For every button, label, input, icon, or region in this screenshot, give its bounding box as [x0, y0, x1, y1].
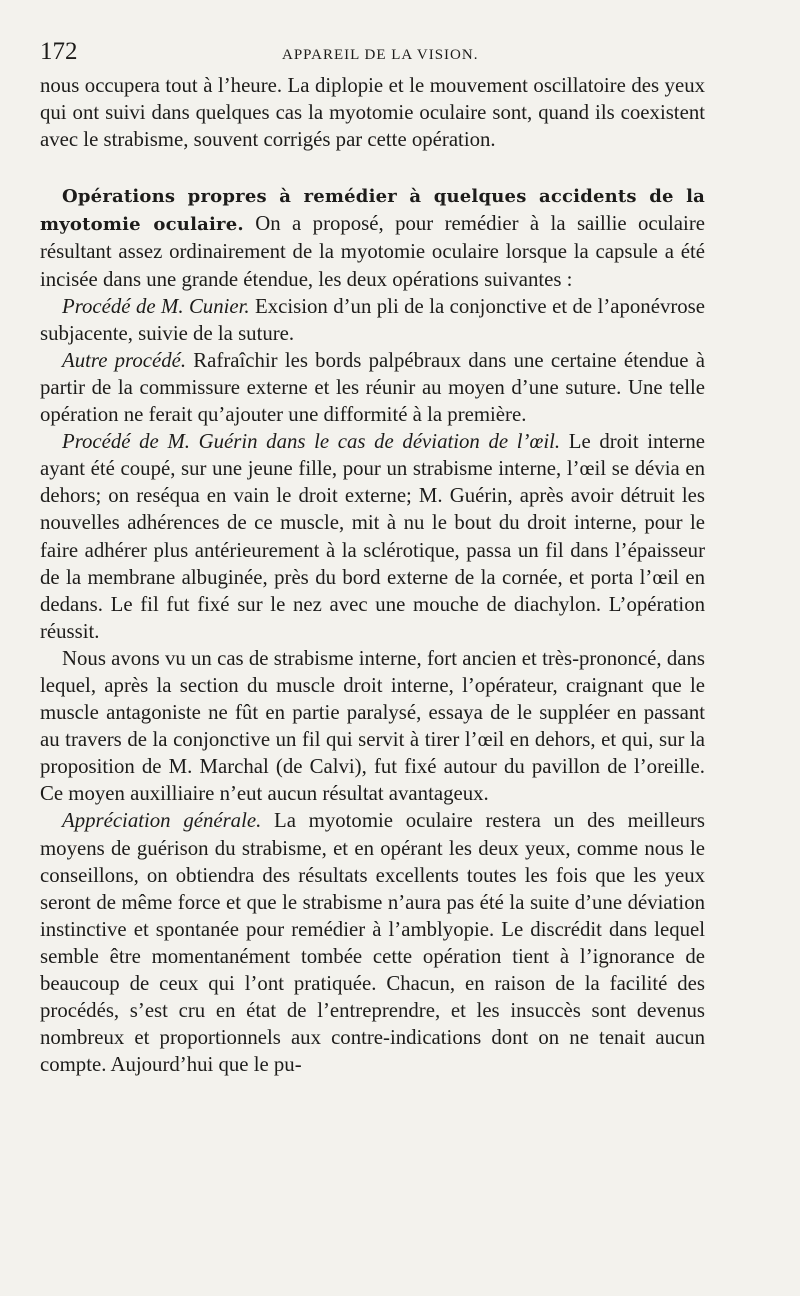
- section-gap: [40, 153, 705, 182]
- page-header: [40, 38, 705, 72]
- body-text: [40, 72, 705, 1078]
- paragraph-text: Excision d’un pli de la conjonctive et de l’aponévrose subjacente, suivie de la suture.: [40, 294, 705, 345]
- paragraph-continuation: nous occupera tout à l’heure. La diplopie et le mouvement oscillatoire des yeux qui ont suivi dans quelques cas la myotomie oculaire sont, quand ils coexistent avec le strabisme, souvent corrigés par cette opération.: [40, 74, 705, 152]
- paragraph-label: Procédé de M. Guérin dans le cas de déviation de l’œil.: [62, 430, 561, 454]
- paragraph-label: Autre procédé.: [62, 348, 187, 372]
- running-title: APPAREIL DE LA VISION.: [282, 47, 479, 63]
- paragraph-cunier: [40, 293, 705, 347]
- paragraph-text: Rafraîchir les bords palpébraux dans une certaine étendue à partir de la commissure externe et les réunir au moyen d’une suture. Une telle opération ne ferait qu’ajouter une difformité à la première.: [40, 348, 705, 427]
- paragraph-case: Nous avons vu un cas de strabisme interne, fort ancien et très-prononcé, dans lequel, après la section du muscle droit interne, l’opérateur, craignant que le muscle antagoniste ne fût en partie paralysé, essaya de le suppléer en passant au travers de la conjonctive un fil qui servit à tirer l’œil en dehors, et qui, sur la proposition de M. Marchal (de Calvi), fut fixé autour du pavillon de l’oreille. Ce moyen auxilliaire n’eut aucun résultat avantageux.: [40, 646, 705, 806]
- paragraph-label: Appréciation générale.: [62, 809, 262, 833]
- paragraph-guerin: [40, 428, 705, 645]
- page-number: 172: [40, 38, 78, 65]
- paragraph-text: Le droit interne ayant été coupé, sur une jeune fille, pour un strabisme interne, l’œil se dévia en dehors; on reséqua en vain le droit externe; M. Guérin, après avoir détruit les nouvelles adhérences de ce muscle, mit à nu le bout du droit interne, pour le faire adhérer plus antérieurement à la sclérotique, passa un fil dans l’épaisseur de la membrane albuginée, près du bord externe de la cornée, et porta l’œil en dedans. Le fil fut fixé sur le nez avec une mouche de diachylon. L’opération réussit.: [40, 430, 705, 643]
- paragraph-section-heading: [40, 182, 705, 292]
- paragraph-text: On a proposé, pour remédier à la saillie oculaire résultant assez ordinairement de la myotomie oculaire lorsque la capsule a été incisée dans une grande étendue, les deux opérations suivantes :: [40, 212, 705, 291]
- section-heading: Opérations propres à remédier à quelques accidents de la myotomie oculaire.: [40, 186, 705, 236]
- paragraph-label: Procédé de M. Cunier.: [62, 294, 250, 318]
- paragraph-text: La myotomie oculaire restera un des meilleurs moyens de guérison du strabisme, et en opérant les deux yeux, comme nous le conseillons, on obtiendra des résultats excellents toutes les fois que les yeux seront de même force et que le strabisme n’aura pas été la suite d’une déviation instinctive et spontanée pour remédier à l’amblyopie. Le discrédit dans lequel semble être momentanément tombée cette opération tient à l’ignorance de beaucoup de ceux qui l’ont pratiquée. Chacun, en raison de la facilité des procédés, s’est cru en état de l’entreprendre, et les insuccès sont devenus nombreux et proportionnels aux contre-indications dont on ne tenait aucun compte. Aujourd’hui que le pu-: [40, 809, 705, 1077]
- paragraph-autre-procede: [40, 347, 705, 428]
- paragraph-appreciation: [40, 807, 705, 1078]
